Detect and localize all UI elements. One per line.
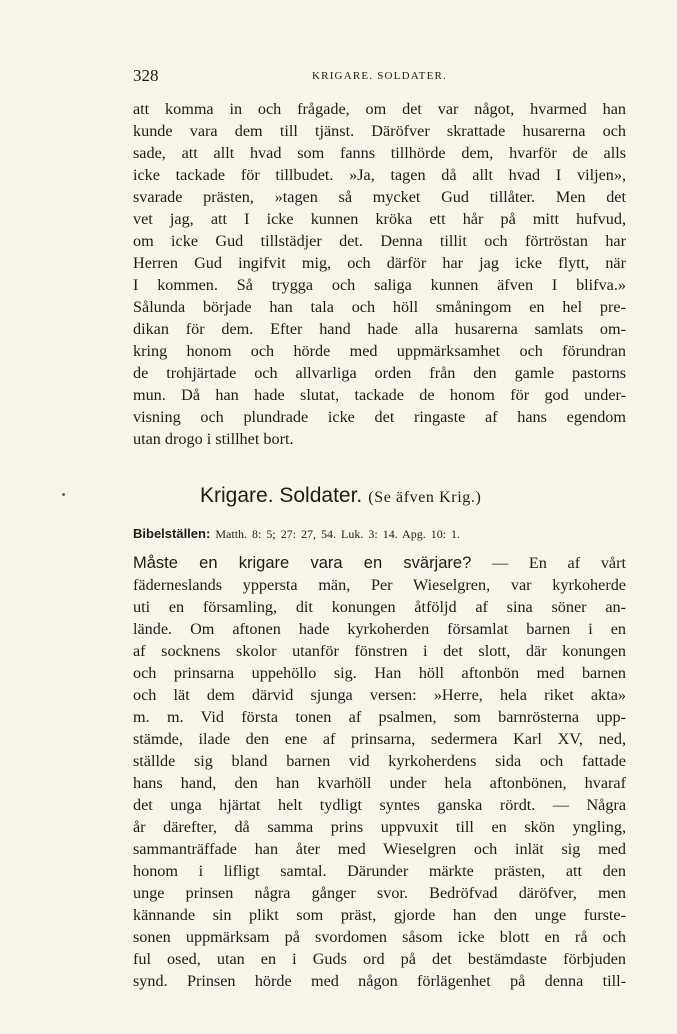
- text-line: Herren Gud ingifvit mig, och därför har jag icke flytt, när: [133, 254, 626, 272]
- text-line: att komma in och frågade, om det var något, hvarmed han: [133, 100, 626, 118]
- text-line: kring honom och hörde med uppmärksamhet och förundran: [133, 342, 626, 360]
- paper-speck: [62, 493, 65, 496]
- text-line: mun. Då han hade slutat, tackade de honom för god under-: [133, 386, 626, 404]
- text-line: stämde, ilade den ene af prinsarna, sedermera Karl XV, ned,: [133, 730, 626, 748]
- text-line: visning och plundrade icke det ringaste af hans egendom: [133, 408, 626, 426]
- text-line: honom i lifligt samtal. Därunder märkte prästen, att den: [133, 862, 626, 880]
- text-line: de trohjärtade och allvarliga orden från den gamle pastorns: [133, 364, 626, 382]
- text-line: hans hand, den han kvarhöll under hela aftonbönen, hvaraf: [133, 774, 626, 792]
- text-line: lände. Om aftonen hade kyrkoherden församlat barnen i en: [133, 620, 626, 638]
- text-fragment: — En af vårt: [471, 554, 627, 572]
- section-see-also: (Se äfven Krig.): [368, 489, 482, 506]
- text-line: ful osed, utan en i Guds ord på det bestämdaste förbjuden: [133, 950, 626, 968]
- text-line: kännande sin plikt som präst, gjorde han den unge furste-: [133, 906, 626, 924]
- text-line: fäderneslands yppersta män, Per Wieselgren, var kyrkoherde: [133, 576, 626, 594]
- text-line: af socknens skolor utanför fönstren i det slott, där konungen: [133, 642, 626, 660]
- bible-references-label: Bibelställen:: [133, 526, 211, 541]
- text-line: synd. Prinsen hörde med någon förlägenhet på denna till-: [133, 972, 626, 990]
- text-line: utan drogo i stillhet bort.: [133, 430, 294, 448]
- section-title: Krigare. Soldater.: [200, 484, 363, 507]
- text-line: det unga hjärtat helt tydligt syntes ganska rördt. — Några: [133, 796, 626, 814]
- text-line: sade, att allt hvad som fanns tillhörde dem, hvarför de alls: [133, 144, 626, 162]
- text-line: dikan för dem. Efter hand hade alla husarerna samlats om-: [133, 320, 626, 338]
- text-line: om icke Gud tillstädjer det. Denna tillit och förtröstan har: [133, 232, 626, 250]
- paragraph-subheading: Måste en krigare vara en svärjare?: [133, 554, 472, 572]
- running-head: KRIGARE. SOLDATER.: [312, 70, 447, 82]
- text-line: sonen uppmärksam på svordomen såsom icke blott en rå och: [133, 928, 626, 946]
- text-line: och lät dem därvid sjunga versen: »Herre, hela riket akta»: [133, 686, 626, 704]
- text-line: Sålunda började han tala och höll småningom en hel pre-: [133, 298, 626, 316]
- text-line: icke tackade för tillbudet. »Ja, tagen då allt hvad I viljen»,: [133, 166, 626, 184]
- bible-references: [133, 523, 626, 543]
- text-line: år därefter, då samma prins uppvuxit till en skön yngling,: [133, 818, 626, 836]
- text-line: uti en församling, dit konungen åtföljd af sina söner an-: [133, 598, 626, 616]
- page-header: [133, 66, 626, 90]
- bible-references-list: Matth. 8: 5; 27: 27, 54. Luk. 3: 14. Apg. 10: 1.: [215, 527, 461, 541]
- text-line: unge prinsen några gånger svor. Bedröfvad däröfver, men: [133, 884, 626, 902]
- text-line: och prinsarna uppehöllo sig. Han höll aftonbön med barnen: [133, 664, 626, 682]
- text-line: svarade prästen, »tagen så mycket Gud tillåter. Men det: [133, 188, 626, 206]
- text-line: kunde vara dem till tjänst. Däröfver skrattade husarerna och: [133, 122, 626, 140]
- page-number: 328: [133, 66, 159, 85]
- text-line: I kommen. Så trygga och saliga kunnen äfven I blifva.»: [133, 276, 626, 294]
- section-heading: [200, 484, 620, 514]
- text-line: sammanträffade han åter med Wieselgren och inlät sig med: [133, 840, 626, 858]
- text-line: vet jag, att I icke kunnen kröka ett hår på mitt hufvud,: [133, 210, 626, 228]
- text-line: ställde sig bland barnen vid kyrkoherdens sida och fattade: [133, 752, 626, 770]
- text-line: m. m. Vid första tonen af psalmen, som barnrösterna upp-: [133, 708, 626, 726]
- text-line: [133, 552, 626, 574]
